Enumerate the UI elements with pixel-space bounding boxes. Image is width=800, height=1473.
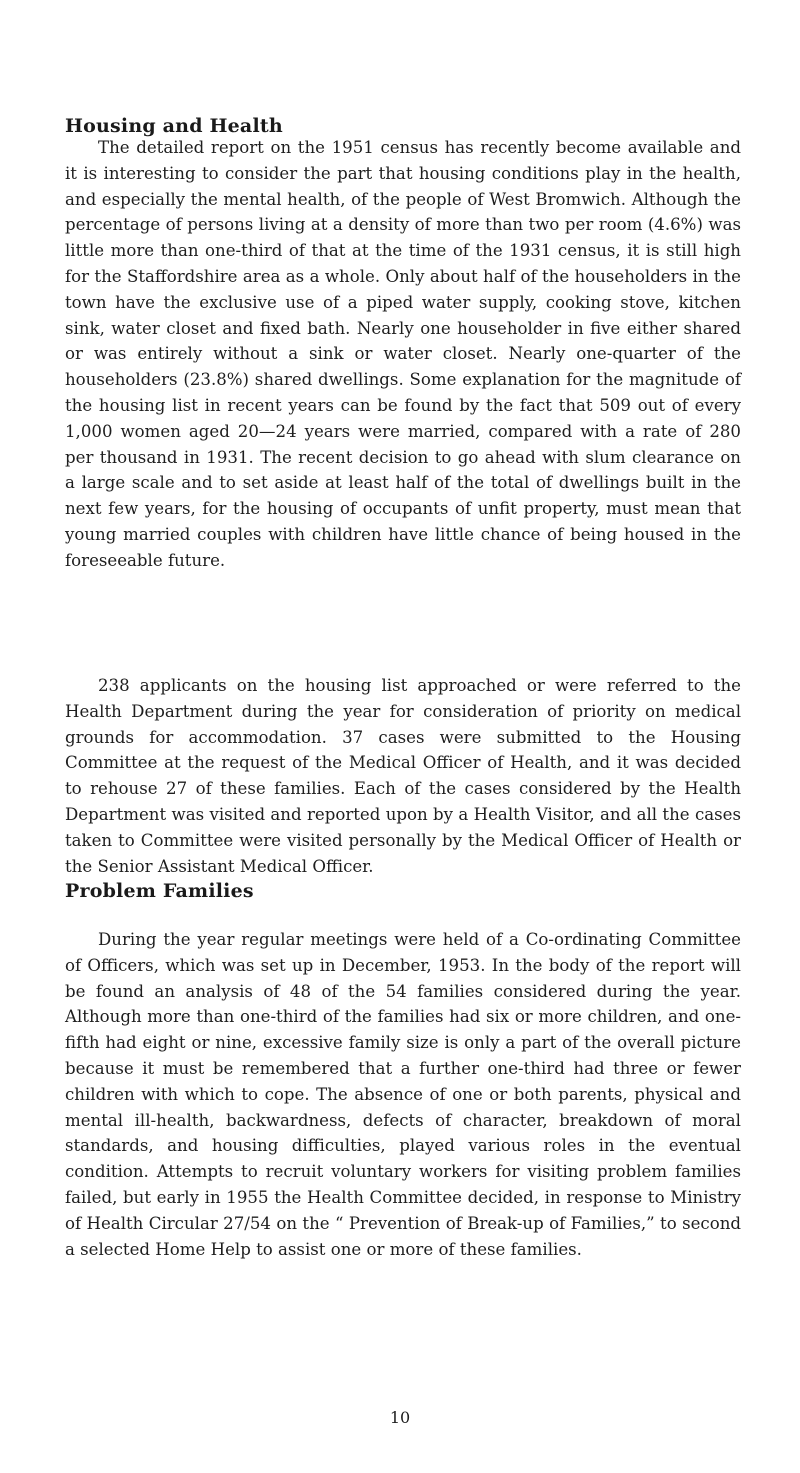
paragraph-census-housing-conditions: The detailed report on the 1951 census has recently become available and it is interesting to consider the part that housing conditions play in the health, and especially the mental health, of the people of West Bromwich. Although the percentage of persons living at a density of more than two per room (4.6%) was little more than one-third of that at the time of the 1931 census, it is still high for the Staffordshire area as a whole. Only about half of the householders in the town have the exclusive use of a piped water supply, cooking stove, kitchen sink, water closet and fixed bath. Nearly one householder in five either shared or was entirely without a sink or water closet. Nearly one-quarter of the householders (23.8%) shared dwellings. Some explanation for the magnitude of the housing list in recent years can be found by the fact that 509 out of every 1,000 women aged 20—24 years were married, compared with a rate of 280 per thousand in 1931. The recent decision to go ahead with slum clearance on a large scale and to set aside at least half of the total of dwellings built in the next few years, for the housing of occupants of unfit property, must mean that young married couples with children have little chance of being housed in the foreseeable future. xyxy=(65,138,741,570)
paragraph-housing-list-applicants: 238 applicants on the housing list approached or were referred to the Health Department during the year for consideration of priority on medical grounds for accommodation. 37 cases were submitted to the Housing Committee at the request of the Medical Officer of Health, and it was decided to rehouse 27 of these families. Each of the cases considered by the Health Department was visited and reported upon by a Health Visitor, and all the cases taken to Committee were visited personally by the Medical Officer of Health or the Senior Assistant Medical Officer. xyxy=(65,676,741,876)
paragraph-coordinating-committee: During the year regular meetings were held of a Co-ordinating Committee of Officers, which was set up in December, 1953. In the body of the report will be found an analysis of 48 of the 54 families considered during the year. Although more than one-third of the families had six or more children, and one-fifth had eight or nine, excessive family size is only a part of the overall picture because it must be remembered that a further one-third had three or fewer children with which to cope. The absence of one or both parents, physical and mental ill-health, backwardness, defects of character, breakdown of moral standards, and housing difficulties, played various roles in the eventual condition. Attempts to recruit voluntary workers for visiting problem families failed, but early in 1955 the Health Committee decided, in response to Ministry of Health Circular 27/54 on the “ Prevention of Break-up of Families,” to second a selected Home Help to assist one or more of these families. xyxy=(65,930,741,1259)
section-heading-housing-and-health: Housing and Health xyxy=(65,115,283,137)
page-number: 10 xyxy=(389,1408,411,1427)
section-heading-problem-families: Problem Families xyxy=(65,880,254,902)
